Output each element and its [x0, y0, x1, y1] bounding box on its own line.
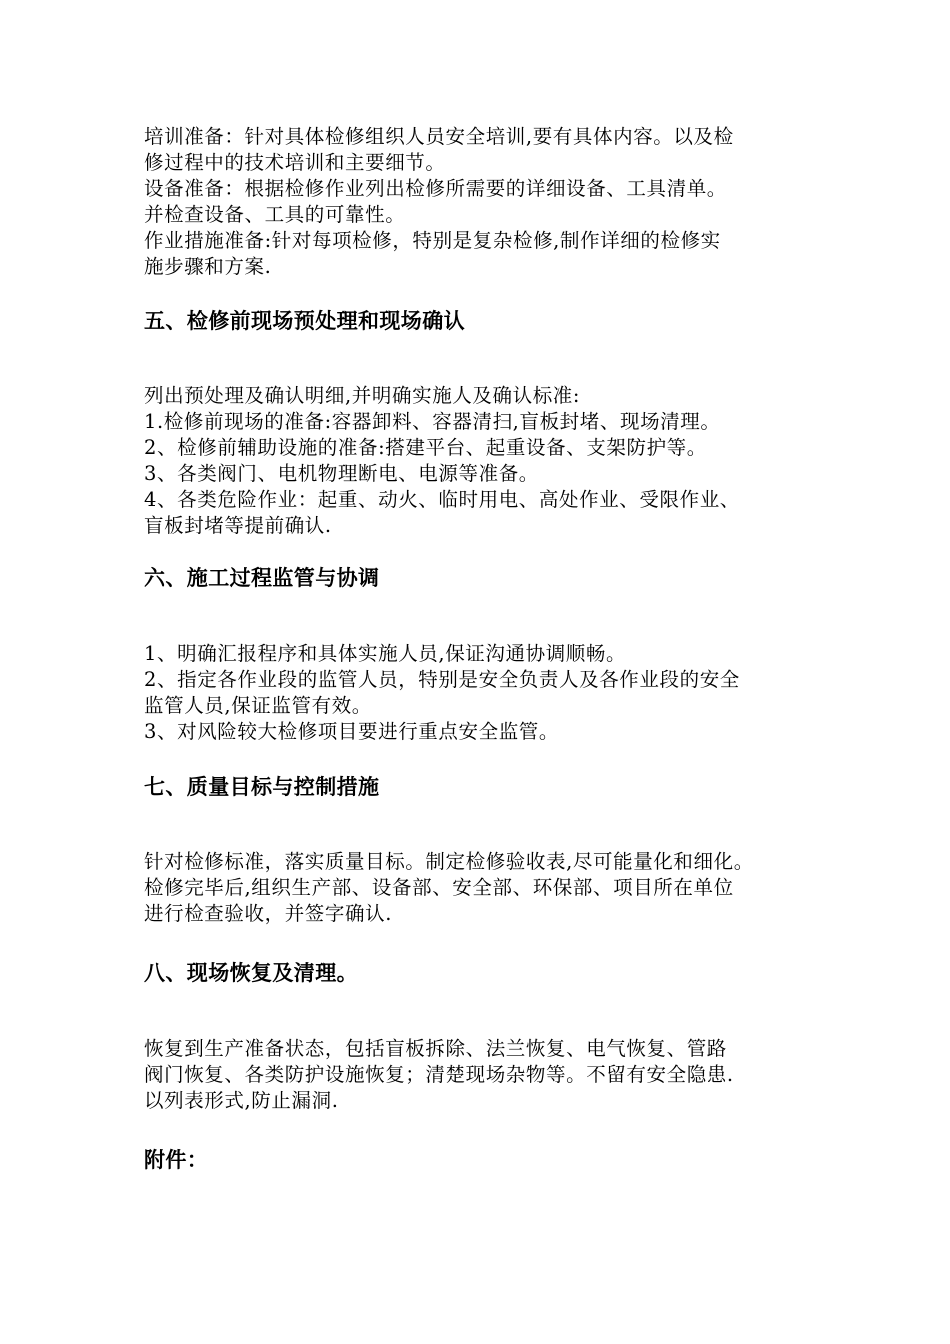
section-5-line: 3、各类阀门、电机物理断电、电源等准备。 [144, 462, 539, 485]
section-8-body [144, 1036, 834, 1114]
section-8-line: 以列表形式,防止漏洞. [144, 1089, 339, 1112]
section-7-line: 针对检修标准，落实质量目标。制定检修验收表,尽可能量化和细化。 [144, 850, 754, 873]
prep-line: 并检查设备、工具的可靠性。 [144, 203, 406, 226]
section-7-body [144, 849, 844, 927]
section-6-line: 监管人员,保证监管有效。 [144, 694, 372, 717]
section-6-heading: 六、施工过程监管与协调 [144, 566, 380, 590]
section-5-body [144, 383, 834, 539]
prep-line: 施步骤和方案. [144, 255, 272, 278]
section-7-line: 检修完毕后,组织生产部、设备部、安全部、环保部、项目所在单位 [144, 876, 734, 899]
section-8-line: 恢复到生产准备状态，包括盲板拆除、法兰恢复、电气恢复、管路 [144, 1037, 727, 1060]
attachment-heading: 附件： [144, 1148, 209, 1172]
section-7-line: 进行检查验收，并签字确认. [144, 902, 392, 925]
prep-line: 修过程中的技术培训和主要细节。 [144, 151, 446, 174]
section-5-line: 盲板封堵等提前确认. [144, 514, 332, 537]
section-5-line: 1.检修前现场的准备:容器卸料、容器清扫,盲板封堵、现场清理。 [144, 410, 721, 433]
section-6-line: 3、对风险较大检修项目要进行重点安全监管。 [144, 720, 560, 743]
prep-block [144, 124, 834, 280]
section-8-heading: 八、现场恢复及清理。 [144, 961, 358, 985]
prep-line: 设备准备：根据检修作业列出检修所需要的详细设备、工具清单。 [144, 177, 727, 200]
section-8-line: 阀门恢复、各类防护设施恢复；清楚现场杂物等。不留有安全隐患. [144, 1063, 734, 1086]
section-7-heading: 七、质量目标与控制措施 [144, 775, 380, 799]
section-5-line: 2、检修前辅助设施的准备:搭建平台、起重设备、支架防护等。 [144, 436, 707, 459]
section-6-line: 1、明确汇报程序和具体实施人员,保证沟通协调顺畅。 [144, 642, 627, 665]
prep-line: 培训准备：针对具体检修组织人员安全培训,要有具体内容。以及检 [144, 125, 734, 148]
section-5-line: 4、各类危险作业：起重、动火、临时用电、高处作业、受限作业、 [144, 488, 740, 511]
section-5-line: 列出预处理及确认明细,并明确实施人及确认标准: [144, 384, 581, 407]
section-6-line: 2、指定各作业段的监管人员，特别是安全负责人及各作业段的安全 [144, 668, 740, 691]
section-6-body [144, 641, 834, 745]
section-5-heading: 五、检修前现场预处理和现场确认 [144, 309, 465, 333]
prep-line: 作业措施准备:针对每项检修，特别是复杂检修,制作详细的检修实 [144, 229, 721, 252]
